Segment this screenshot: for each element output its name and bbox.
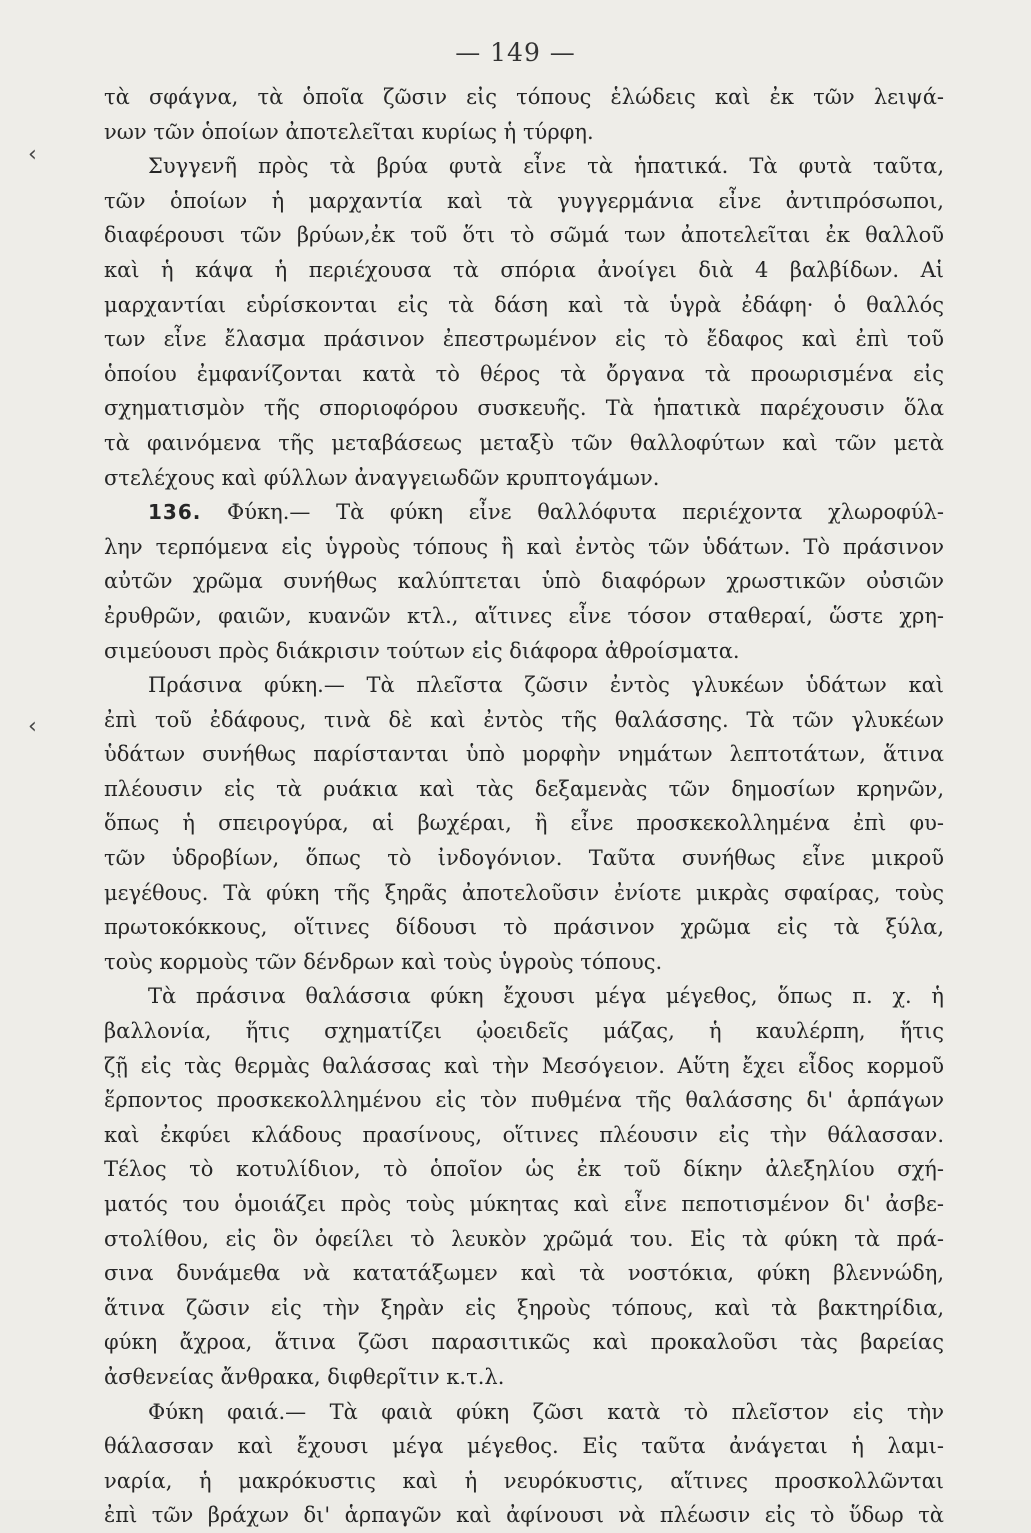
line-text: καὶ ἐκφύει κλάδους πρασίνους, οἵτινες πλέουσιν εἰς τὴν θάλασσαν. xyxy=(104,1122,944,1147)
text-line xyxy=(104,1014,944,1049)
line-text: ναρία, ἡ μακρόκυστις καὶ ἡ νευρόκυστις, αἵτινες προσκολλῶνται xyxy=(104,1468,944,1493)
line-text: νων τῶν ὁποίων ἀποτελεῖται κυρίως ἡ τύρφη. xyxy=(104,119,594,144)
line-text: στολίθου, εἰς ὃν ὀφείλει τὸ λευκὸν χρῶμά του. Εἰς τὰ φύκη τὰ πρά- xyxy=(104,1226,944,1251)
line-text: ἐπὶ τῶν βράχων δι' ἁρπαγῶν καὶ ἀφίνουσι νὰ πλέωσιν εἰς τὸ ὕδωρ τὰ xyxy=(104,1503,944,1528)
line-text: ἀσθενείας ἄνθρακα, διφθερῖτιν κ.τ.λ. xyxy=(104,1364,505,1389)
text-line xyxy=(104,253,944,288)
text-line xyxy=(104,599,944,634)
text-line xyxy=(104,1187,944,1222)
line-text: ὁποίου ἐμφανίζονται κατὰ τὸ θέρος τὰ ὄργανα τὰ προωρισμένα εἰς xyxy=(104,361,944,386)
line-text: τοὺς κορμοὺς τῶν δένδρων καὶ τοὺς ὑγροὺς τόπους. xyxy=(104,949,663,974)
line-text: τὰ φαινόμενα τῆς μεταβάσεως μεταξὺ τῶν θαλλοφύτων καὶ τῶν μετὰ xyxy=(104,430,944,455)
line-text: Φύκη.— Τὰ φύκη εἶνε θαλλόφυτα περιέχοντα χλωροφύλ- xyxy=(201,500,944,525)
text-line xyxy=(104,668,944,703)
text-line xyxy=(104,115,944,150)
line-text: ὑδάτων συνήθως παρίστανται ὑπὸ μορφὴν νημάτων λεπτοτάτων, ἅτινα xyxy=(104,742,944,767)
line-text: Τὰ πράσινα θαλάσσια φύκη ἔχουσι μέγα μέγεθος, ὅπως π. χ. ἡ xyxy=(148,984,944,1009)
line-text: τῶν ὑδροβίων, ὅπως τὸ ἰνδογόνιον. Ταῦτα συνήθως εἶνε μικροῦ xyxy=(104,846,944,871)
text-line xyxy=(104,703,944,738)
line-text: στελέχους καὶ φύλλων ἀναγγειωδῶν κρυπτογάμων. xyxy=(104,465,660,490)
line-text: βαλλονία, ἥτις σχηματίζει ᾠοειδεῖς μάζας, ἡ καυλέρπη, ἥτις xyxy=(104,1019,944,1044)
line-text: Φύκη φαιά.— Τὰ φαιὰ φύκη ζῶσι κατὰ τὸ πλεῖστον εἰς τὴν xyxy=(148,1399,944,1424)
line-text: θάλασσαν καὶ ἔχουσι μέγα μέγεθος. Εἰς ταῦτα ἀνάγεται ἡ λαμι- xyxy=(104,1434,944,1459)
line-text: διαφέρουσι τῶν βρύων,ἐκ τοῦ ὅτι τὸ σῶμά των ἀποτελεῖται ἐκ θαλλοῦ xyxy=(104,223,944,248)
line-text: φύκη ἄχροα, ἅτινα ζῶσι παρασιτικῶς καὶ προκαλοῦσι τὰς βαρείας xyxy=(104,1330,944,1355)
text-line xyxy=(104,1049,944,1084)
text-line xyxy=(104,1360,944,1395)
line-text: σιμεύουσι πρὸς διάκρισιν τούτων εἰς διάφορα ἀθροίσματα. xyxy=(104,638,740,663)
line-text: πρωτοκόκκους, οἵτινες δίδουσι τὸ πράσινον χρῶμα εἰς τὰ ξύλα, xyxy=(104,915,944,940)
text-line xyxy=(104,1429,944,1464)
line-text: καὶ ἡ κάψα ἡ περιέχουσα τὰ σπόρια ἀνοίγει διὰ 4 βαλβίδων. Αἱ xyxy=(104,257,944,282)
line-text: λην τερπόμενα εἰς ὑγροὺς τόπους ἢ καὶ ἐντὸς τῶν ὑδάτων. Τὸ πράσινον xyxy=(104,534,944,559)
text-line xyxy=(104,426,944,461)
line-text: ἐπὶ τοῦ ἐδάφους, τινὰ δὲ καὶ ἐντὸς τῆς θαλάσσης. Τὰ τῶν γλυκέων xyxy=(104,707,944,732)
line-text: ἕρποντος προσκεκολλημένου εἰς τὸν πυθμένα τῆς θαλάσσης δι' ἁρπάγων xyxy=(104,1088,944,1113)
line-text: σχηματισμὸν τῆς σποριοφόρου συσκευῆς. Τὰ ἡπατικὰ παρέχουσιν ὅλα xyxy=(104,396,944,421)
line-text: Συγγενῆ πρὸς τὰ βρύα φυτὰ εἶνε τὰ ἡπατικά. Τὰ φυτὰ ταῦτα, xyxy=(148,154,944,179)
text-line xyxy=(104,737,944,772)
text-line xyxy=(104,1464,944,1499)
text-line xyxy=(104,945,944,980)
line-text: ματός του ὁμοιάζει πρὸς τοὺς μύκητας καὶ εἶνε πεποτισμένον δι' ἀσβε- xyxy=(104,1192,944,1216)
text-line xyxy=(104,772,944,807)
text-line xyxy=(104,1256,944,1291)
section-heading-line xyxy=(104,495,944,530)
text-line xyxy=(104,461,944,496)
line-text: πλέουσιν εἰς τὰ ρυάκια καὶ τὰς δεξαμενὰς τῶν δημοσίων κρηνῶν, xyxy=(104,776,944,801)
text-line xyxy=(104,149,944,184)
text-line xyxy=(104,322,944,357)
text-line xyxy=(104,564,944,599)
line-text: αὐτῶν χρῶμα συνήθως καλύπτεται ὑπὸ διαφόρων χρωστικῶν οὐσιῶν xyxy=(104,569,944,594)
text-line xyxy=(104,1152,944,1187)
text-line xyxy=(104,1118,944,1153)
text-line xyxy=(104,910,944,945)
page-number: — 149 — xyxy=(455,38,576,67)
text-line xyxy=(104,218,944,253)
margin-mark: ‹ xyxy=(28,714,37,739)
line-text: ἅτινα ζῶσιν εἰς τὴν ξηρὰν εἰς ξηροὺς τόπους, καὶ τὰ βακτηρίδια, xyxy=(104,1295,944,1320)
line-text: ἐρυθρῶν, φαιῶν, κυανῶν κτλ., αἵτινες εἶνε τόσον σταθεραί, ὥστε χρη- xyxy=(104,603,944,628)
line-text: μαρχαντίαι εὑρίσκονται εἰς τὰ δάση καὶ τὰ ὑγρὰ ἐδάφη· ὁ θαλλός xyxy=(104,292,944,317)
text-line xyxy=(104,1291,944,1326)
margin-mark: ‹ xyxy=(28,142,37,167)
text-line xyxy=(104,1498,944,1533)
text-line xyxy=(104,288,944,323)
line-text: μεγέθους. Τὰ φύκη τῆς ξηρᾶς ἀποτελοῦσιν ἐνίοτε μικρὰς σφαίρας, τοὺς xyxy=(104,880,944,905)
line-text: σινα δυνάμεθα νὰ κατατάξωμεν καὶ τὰ νοστόκια, φύκη βλεννώδη, xyxy=(104,1261,944,1286)
text-line xyxy=(104,1325,944,1360)
section-number: 136. xyxy=(148,500,202,525)
text-line xyxy=(104,1083,944,1118)
text-line xyxy=(104,979,944,1014)
line-text: Πράσινα φύκη.— Τὰ πλεῖστα ζῶσιν ἐντὸς γλυκέων ὑδάτων καὶ xyxy=(148,673,944,698)
line-text: των εἶνε ἔλασμα πράσινον ἐπεστρωμένον εἰς τὸ ἔδαφος καὶ ἐπὶ τοῦ xyxy=(104,327,944,352)
line-text: τὰ σφάγνα, τὰ ὁποῖα ζῶσιν εἰς τόπους ἑλώδεις καὶ ἐκ τῶν λειψά- xyxy=(104,85,944,109)
text-line xyxy=(104,841,944,876)
text-line xyxy=(104,530,944,565)
text-line xyxy=(104,806,944,841)
text-line xyxy=(104,80,944,115)
text-line xyxy=(104,876,944,911)
line-text: ζῇ εἰς τὰς θερμὰς θαλάσσας καὶ τὴν Μεσόγειον. Αὕτη ἔχει εἶδος κορμοῦ xyxy=(104,1053,944,1078)
text-line xyxy=(104,1222,944,1257)
line-text: τῶν ὁποίων ἡ μαρχαντία καὶ τὰ γυγγερμάνια εἶνε ἀντιπρόσωποι, xyxy=(104,188,944,213)
text-line xyxy=(104,1395,944,1430)
line-text: Τέλος τὸ κοτυλίδιον, τὸ ὁποῖον ὡς ἐκ τοῦ δίκην ἀλεξηλίου σχή- xyxy=(104,1157,944,1182)
text-line xyxy=(104,634,944,669)
text-line xyxy=(104,184,944,219)
body-text xyxy=(104,80,944,1533)
text-line xyxy=(104,391,944,426)
text-line xyxy=(104,357,944,392)
line-text: ὅπως ἡ σπειρογύρα, αἱ βωχέραι, ἢ εἶνε προσκεκολλημένα ἐπὶ φυ- xyxy=(104,811,944,836)
